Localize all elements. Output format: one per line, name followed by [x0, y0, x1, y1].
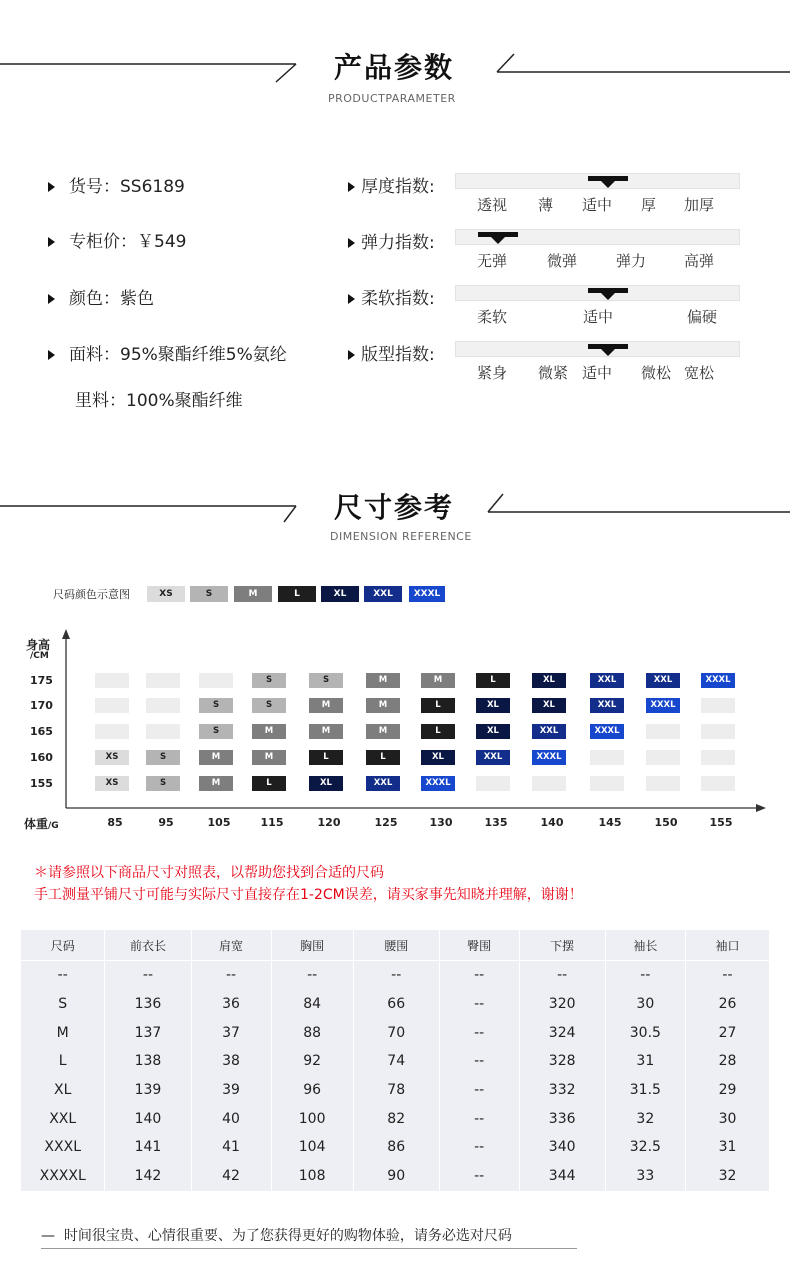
table-cell: M: [21, 1018, 105, 1047]
table-cell: --: [191, 961, 271, 990]
table-cell: 90: [353, 1162, 439, 1191]
table-cell: 344: [519, 1162, 605, 1191]
size-cell: XXL: [476, 750, 510, 765]
table-cell: --: [439, 1104, 519, 1133]
bullet-arrow-icon: [48, 294, 55, 304]
size-cell: XS: [95, 776, 129, 791]
size-cell: M: [309, 698, 343, 713]
index-option: 微松: [641, 364, 672, 382]
index-option: 偏硬: [687, 308, 718, 326]
index-option: 加厚: [684, 196, 715, 214]
table-cell: 31: [718, 1139, 737, 1156]
table-cell: 70: [353, 1018, 439, 1047]
bullet-arrow-icon: [348, 238, 355, 248]
size-cell: S: [199, 698, 233, 713]
table-cell: 320: [519, 990, 605, 1019]
x-tick-label: 135: [484, 816, 508, 829]
table-cell: --: [271, 961, 353, 990]
size-cell: S: [252, 673, 286, 688]
size-cell: [95, 673, 129, 688]
table-cell: --: [21, 961, 105, 990]
table-cell: 78: [353, 1076, 439, 1105]
table-cell: 32.5: [605, 1133, 685, 1162]
index-option: 微紧: [538, 364, 569, 382]
table-cell: --: [519, 961, 605, 990]
table-cell: --: [439, 961, 519, 990]
table-cell: 100: [271, 1104, 353, 1133]
y-tick-label: 160: [30, 751, 53, 764]
size-cell: XL: [421, 750, 455, 765]
table-cell: 108: [271, 1162, 353, 1191]
size-cell: S: [146, 750, 180, 765]
table-cell: 27: [718, 1024, 737, 1041]
table-row: [21, 990, 769, 1019]
table-cell: 30: [718, 1110, 737, 1127]
table-header-cell: 前衣长: [105, 930, 191, 961]
table-row: [21, 1047, 769, 1076]
info-item-price: 专柜价：￥549: [48, 227, 186, 252]
size-cell: M: [366, 698, 400, 713]
table-cell: 31.5: [605, 1076, 685, 1105]
table-cell: 138: [105, 1047, 191, 1076]
note-error: 手工测量平铺尺寸可能与实际尺寸直接存在1-2CM误差，请买家事先知晓并理解，谢谢！: [34, 887, 583, 903]
index-option: 高弹: [684, 252, 715, 270]
size-cell: [476, 776, 510, 791]
size-cell: XL: [476, 724, 510, 739]
index-option: 适中: [583, 308, 614, 326]
size-cell: XXXL: [421, 776, 455, 791]
index-option: 柔软: [477, 308, 508, 326]
table-cell: 32: [605, 1104, 685, 1133]
table-cell: 30: [605, 990, 685, 1019]
size-cell: XXXL: [701, 673, 735, 688]
table-cell: 82: [353, 1104, 439, 1133]
x-tick-label: 95: [158, 816, 174, 829]
size-cell: M: [366, 724, 400, 739]
table-cell: 141: [105, 1133, 191, 1162]
size-cell: S: [252, 698, 286, 713]
index-option: 透视: [477, 196, 508, 214]
table-cell: --: [439, 1047, 519, 1076]
size-cell: [590, 750, 624, 765]
table-cell: 140: [105, 1104, 191, 1133]
info-item-lining: 里料：100%聚酯纤维: [75, 391, 243, 411]
table-cell: 32: [718, 1168, 737, 1185]
section2-title: 尺寸参考: [334, 491, 455, 524]
note-reference: ＊请参照以下商品尺寸对照表，以帮助您找到合适的尺码: [34, 865, 384, 881]
table-header-cell: 臀围: [439, 930, 519, 961]
table-cell: 40: [191, 1104, 271, 1133]
table-cell: --: [439, 1018, 519, 1047]
table-header-cell: 胸围: [271, 930, 353, 961]
table-cell: 92: [271, 1047, 353, 1076]
table-cell: 86: [353, 1133, 439, 1162]
bullet-arrow-icon: [348, 350, 355, 360]
index-marker-icon: [478, 232, 518, 237]
table-cell: 28: [718, 1053, 737, 1070]
size-cell: M: [199, 750, 233, 765]
y-tick-label: 165: [30, 725, 53, 738]
table-cell: 324: [519, 1018, 605, 1047]
legend-swatch-m: M: [234, 586, 272, 602]
bullet-arrow-icon: [348, 294, 355, 304]
table-header-cell: 肩宽: [191, 930, 271, 961]
size-cell: XXXL: [590, 724, 624, 739]
size-cell: XXL: [590, 698, 624, 713]
size-cell: M: [309, 724, 343, 739]
x-tick-label: 150: [654, 816, 678, 829]
x-tick-label: 120: [317, 816, 341, 829]
x-axis-label: 体重/G: [24, 817, 59, 831]
size-cell: XS: [95, 750, 129, 765]
size-cell: [646, 750, 680, 765]
size-cell: XL: [532, 673, 566, 688]
legend-swatch-xxl: XXL: [364, 586, 402, 602]
table-cell: S: [21, 990, 105, 1019]
index-option: 厚: [641, 196, 657, 214]
index-option: 薄: [538, 196, 554, 214]
size-cell: [646, 724, 680, 739]
table-row: [21, 961, 769, 990]
table-cell: 336: [519, 1104, 605, 1133]
index-marker-icon: [588, 344, 628, 349]
index-option: 适中: [582, 196, 613, 214]
index-marker-icon: [588, 288, 628, 293]
size-cell: [646, 776, 680, 791]
size-cell: [199, 673, 233, 688]
size-cell: XL: [532, 698, 566, 713]
table-cell: 136: [105, 990, 191, 1019]
footer-note: — 时间很宝贵、心情很重要、为了您获得更好的购物体验，请务必选对尺码: [41, 1228, 512, 1244]
table-row: [21, 1162, 769, 1191]
size-cell: [146, 673, 180, 688]
legend-swatch-xl: XL: [321, 586, 359, 602]
table-cell: XL: [21, 1076, 105, 1105]
size-cell: S: [146, 776, 180, 791]
size-legend-title: 尺码颜色示意图: [53, 588, 130, 601]
size-cell: [146, 698, 180, 713]
size-cell: XXL: [590, 673, 624, 688]
table-cell: 137: [105, 1018, 191, 1047]
index-option: 微弹: [547, 252, 578, 270]
table-cell: --: [353, 961, 439, 990]
table-cell: XXXXL: [21, 1162, 105, 1191]
legend-swatch-xs: XS: [147, 586, 185, 602]
table-header-cell: 腰围: [353, 930, 439, 961]
size-cell: M: [366, 673, 400, 688]
bullet-arrow-icon: [48, 350, 55, 360]
size-cell: [590, 776, 624, 791]
table-cell: 36: [191, 990, 271, 1019]
bullet-arrow-icon: [48, 182, 55, 192]
size-cell: XXXL: [646, 698, 680, 713]
size-cell: L: [309, 750, 343, 765]
size-cell: M: [421, 673, 455, 688]
index-option: 适中: [582, 364, 613, 382]
table-header-cell: 下摆: [519, 930, 605, 961]
index-label: 版型指数:: [348, 340, 435, 365]
table-header-cell: 尺码: [21, 930, 105, 961]
size-cell: XXL: [366, 776, 400, 791]
table-cell: --: [439, 1076, 519, 1105]
section1-title: 产品参数: [334, 51, 455, 84]
x-tick-label: 125: [374, 816, 398, 829]
index-option: 无弹: [477, 252, 508, 270]
section1-subtitle: PRODUCTPARAMETER: [328, 92, 456, 105]
size-cell: XXL: [646, 673, 680, 688]
table-cell: --: [605, 961, 685, 990]
size-cell: S: [309, 673, 343, 688]
table-cell: XXL: [21, 1104, 105, 1133]
section2-subtitle: DIMENSION REFERENCE: [330, 530, 472, 543]
table-cell: 42: [191, 1162, 271, 1191]
index-marker-icon: [588, 176, 628, 181]
x-tick-label: 140: [540, 816, 564, 829]
table-cell: 96: [271, 1076, 353, 1105]
table-header-cell: 袖长: [605, 930, 685, 961]
x-tick-label: 105: [207, 816, 231, 829]
x-tick-label: 130: [429, 816, 453, 829]
info-item-sku: 货号：SS6189: [48, 172, 185, 197]
size-cell: L: [421, 724, 455, 739]
size-cell: M: [199, 776, 233, 791]
table-cell: 328: [519, 1047, 605, 1076]
size-cell: [532, 776, 566, 791]
index-label: 柔软指数:: [348, 284, 435, 309]
size-table: [21, 930, 769, 1191]
size-cell: [95, 698, 129, 713]
y-tick-label: 170: [30, 699, 53, 712]
table-cell: --: [105, 961, 191, 990]
y-tick-label: 175: [30, 674, 53, 687]
table-cell: --: [439, 1133, 519, 1162]
size-cell: [701, 724, 735, 739]
table-cell: 29: [718, 1082, 737, 1099]
footer-underline: [41, 1248, 577, 1249]
size-cell: L: [476, 673, 510, 688]
table-cell: 66: [353, 990, 439, 1019]
size-cell: L: [421, 698, 455, 713]
size-cell: L: [366, 750, 400, 765]
table-cell: 104: [271, 1133, 353, 1162]
table-row: [21, 1076, 769, 1105]
index-option: 宽松: [684, 364, 715, 382]
size-cell: XL: [309, 776, 343, 791]
x-tick-label: 85: [107, 816, 123, 829]
size-cell: M: [252, 750, 286, 765]
size-cell: XXXL: [532, 750, 566, 765]
table-cell: 41: [191, 1133, 271, 1162]
table-cell: 30.5: [605, 1018, 685, 1047]
legend-swatch-s: S: [190, 586, 228, 602]
size-cell: L: [252, 776, 286, 791]
table-cell: 37: [191, 1018, 271, 1047]
bullet-arrow-icon: [48, 237, 55, 247]
table-cell: 31: [605, 1047, 685, 1076]
table-cell: --: [722, 967, 733, 984]
size-cell: XL: [476, 698, 510, 713]
table-cell: --: [439, 990, 519, 1019]
index-label: 弹力指数:: [348, 228, 435, 253]
size-cell: [95, 724, 129, 739]
table-cell: 88: [271, 1018, 353, 1047]
x-tick-label: 145: [598, 816, 622, 829]
table-header-row: [21, 930, 769, 961]
table-cell: 84: [271, 990, 353, 1019]
y-axis-label: 身高: [26, 638, 51, 652]
table-cell: XXXL: [21, 1133, 105, 1162]
table-cell: 332: [519, 1076, 605, 1105]
legend-swatch-xxxl: XXXL: [409, 586, 445, 602]
index-option: 紧身: [477, 364, 508, 382]
x-tick-label: 155: [709, 816, 733, 829]
size-cell: M: [252, 724, 286, 739]
info-item-fabric: 面料：95%聚酯纤维5%氨纶: [48, 340, 287, 365]
bullet-arrow-icon: [348, 182, 355, 192]
size-cell: S: [199, 724, 233, 739]
size-cell: [701, 698, 735, 713]
index-label: 厚度指数:: [348, 172, 435, 197]
table-row: [21, 1018, 769, 1047]
size-cell: XXL: [532, 724, 566, 739]
table-cell: 38: [191, 1047, 271, 1076]
info-item-color: 颜色：紫色: [48, 284, 154, 309]
table-cell: 74: [353, 1047, 439, 1076]
table-cell: L: [21, 1047, 105, 1076]
table-row: [21, 1133, 769, 1162]
table-cell: 26: [718, 996, 737, 1013]
table-cell: 39: [191, 1076, 271, 1105]
table-cell: --: [439, 1162, 519, 1191]
x-tick-label: 115: [260, 816, 284, 829]
table-cell: 142: [105, 1162, 191, 1191]
index-option: 弹力: [616, 252, 647, 270]
table-cell: 139: [105, 1076, 191, 1105]
legend-swatch-l: L: [278, 586, 316, 602]
size-cell: [701, 776, 735, 791]
y-tick-label: 155: [30, 777, 53, 790]
y-axis-unit: /CM: [30, 651, 49, 661]
table-header-cell: 袖口: [685, 930, 769, 961]
size-cell: [146, 724, 180, 739]
table-row: [21, 1104, 769, 1133]
size-cell: [701, 750, 735, 765]
table-cell: 340: [519, 1133, 605, 1162]
table-cell: 33: [605, 1162, 685, 1191]
